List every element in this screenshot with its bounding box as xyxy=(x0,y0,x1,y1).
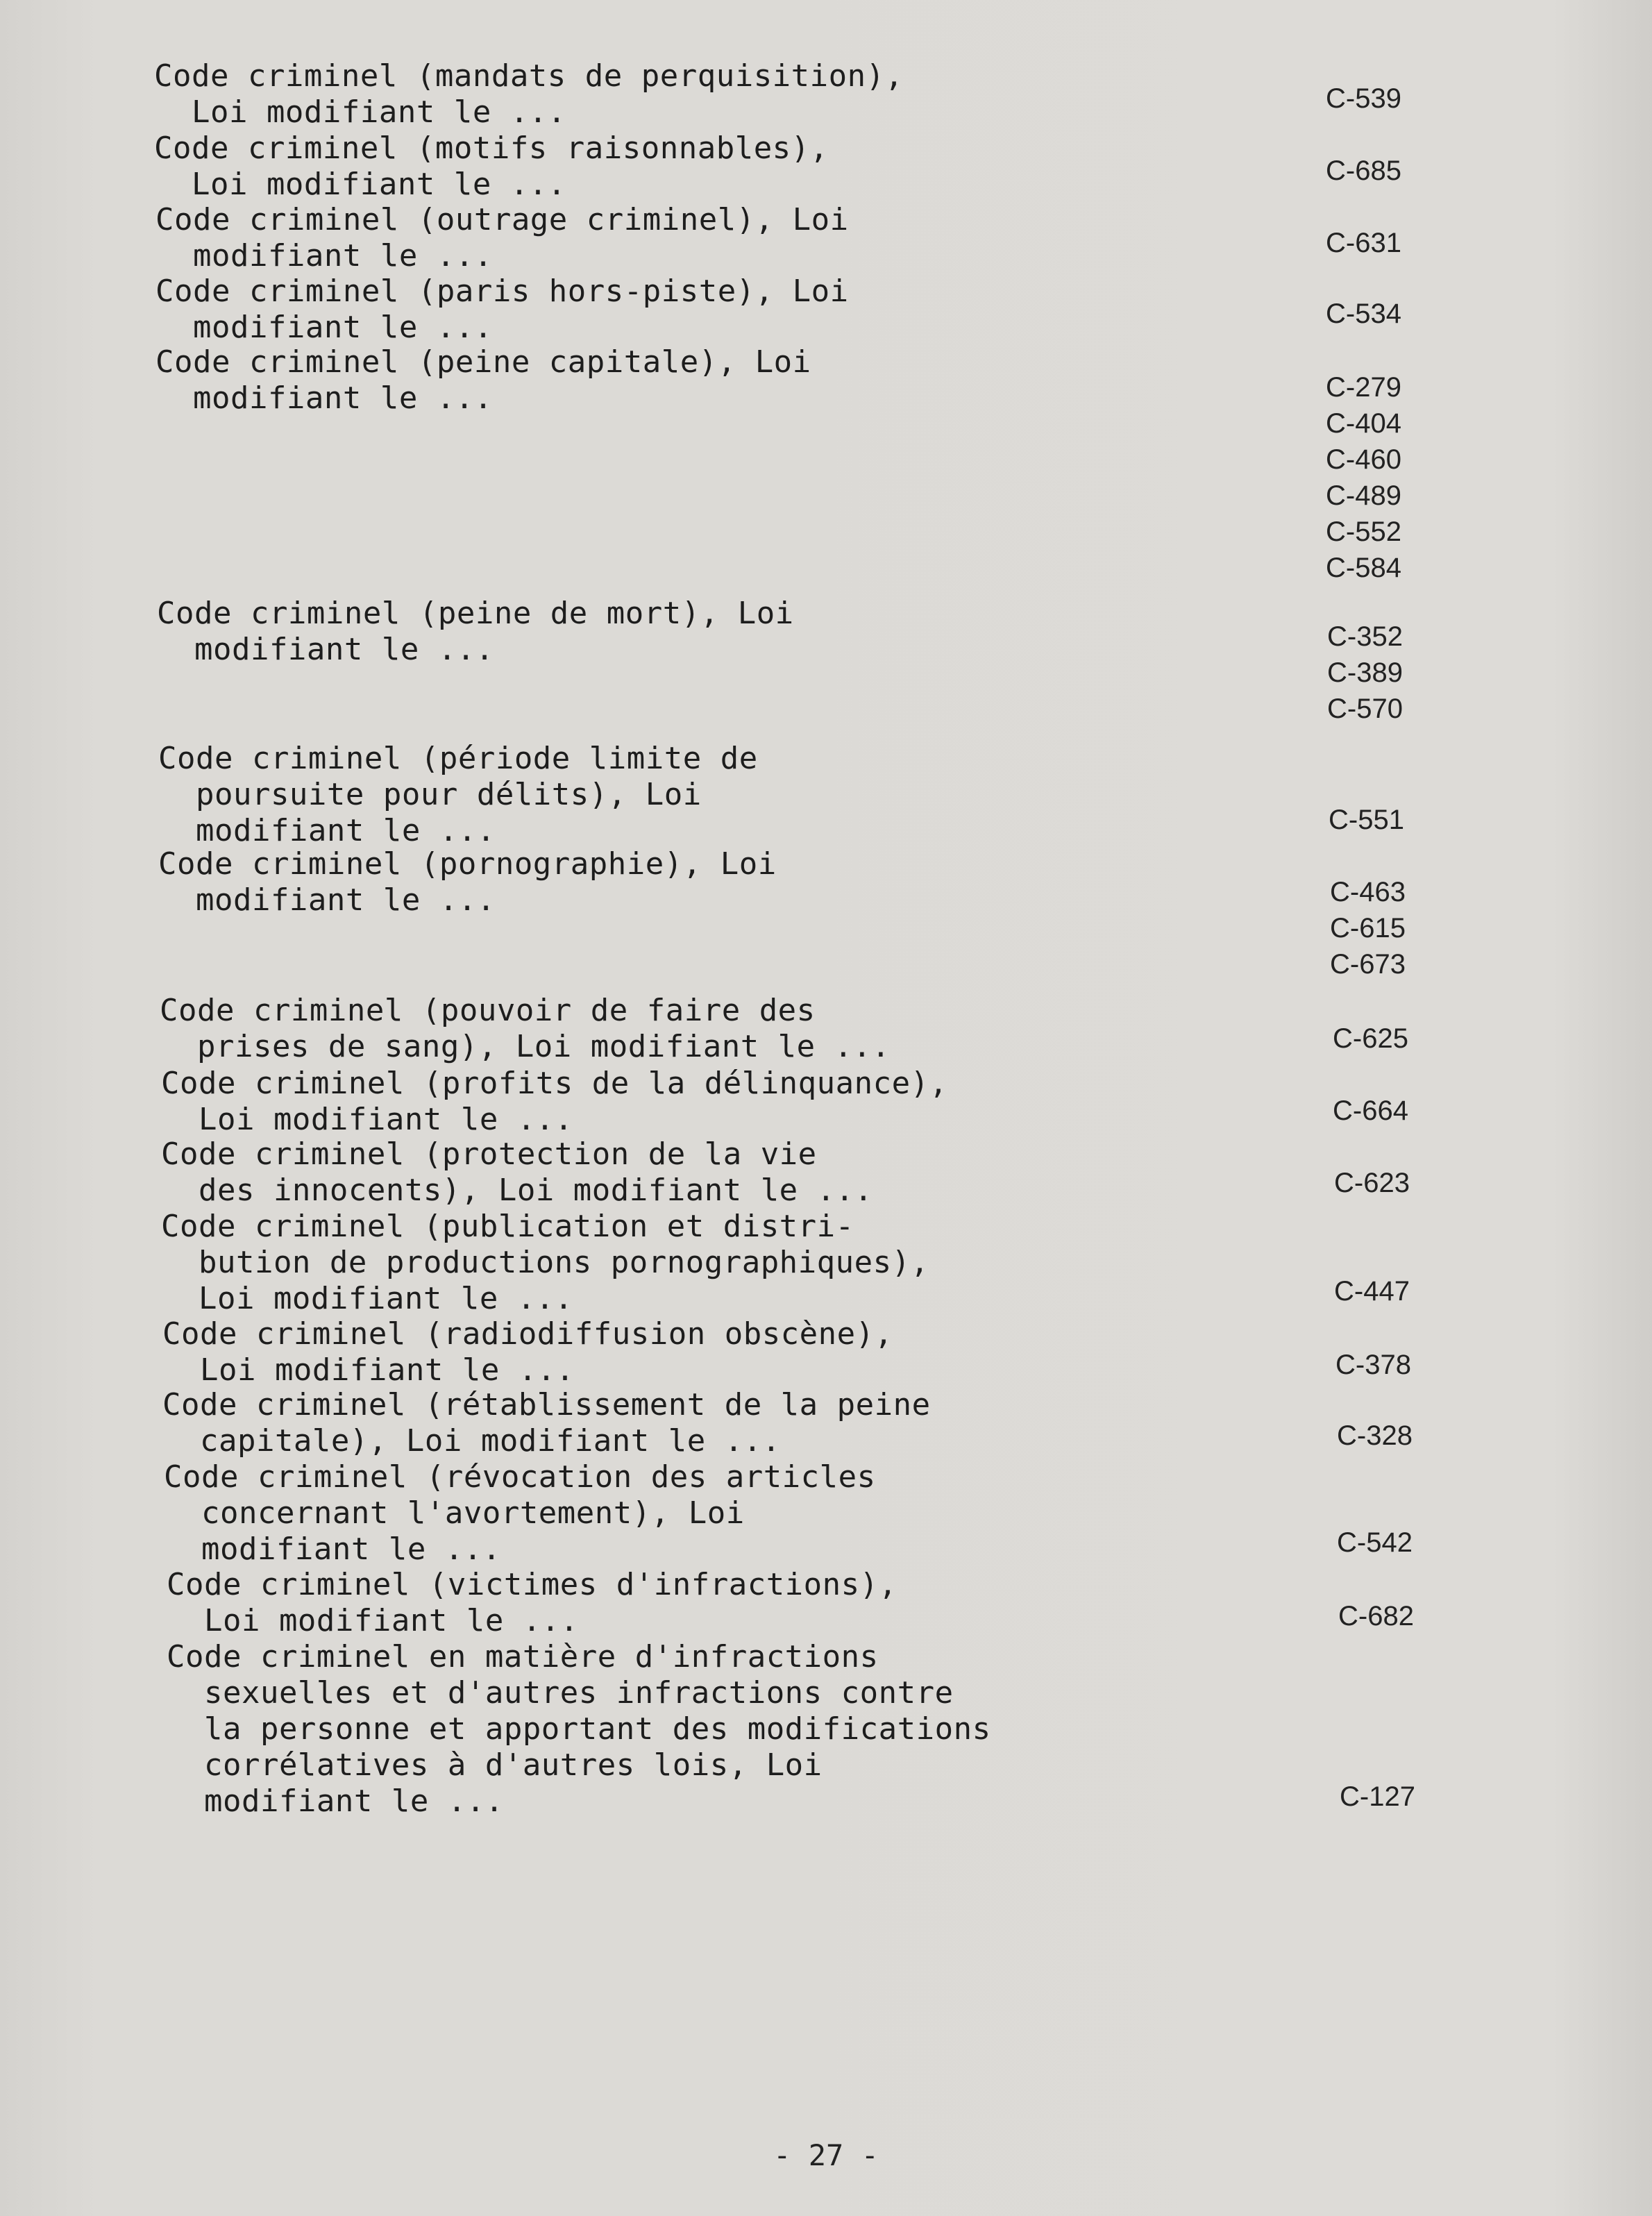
bill-codes xyxy=(1335,1347,1411,1383)
bill-codes xyxy=(1326,225,1401,261)
bill-code: C-279 xyxy=(1326,372,1401,403)
bill-codes xyxy=(1338,1598,1414,1634)
entry-title: Code criminel (peine capitale), Loi modifiant le ... xyxy=(155,344,811,416)
bill-code: C-463 xyxy=(1330,877,1406,907)
entry-title: Code criminel (radiodiffusion obscène), Loi modifiant le ... xyxy=(162,1316,893,1388)
bill-code: C-534 xyxy=(1326,299,1401,329)
bill-code: C-378 xyxy=(1335,1350,1411,1380)
entry-title: Code criminel (publication et distri- bution de productions pornographiques), Loi modifiant le ... xyxy=(161,1209,929,1316)
bill-code: C-460 xyxy=(1326,444,1401,475)
bill-code: C-447 xyxy=(1334,1276,1410,1307)
bill-codes xyxy=(1326,369,1401,586)
entry-title: Code criminel (peine de mort), Loi modifiant le ... xyxy=(157,596,794,667)
bill-code: C-584 xyxy=(1326,553,1401,583)
bill-code: C-682 xyxy=(1338,1601,1414,1631)
bill-code: C-623 xyxy=(1334,1168,1410,1198)
bill-codes xyxy=(1327,619,1403,727)
bill-code: C-328 xyxy=(1337,1420,1413,1451)
bill-code: C-389 xyxy=(1327,657,1403,688)
entry-title: Code criminel (paris hors-piste), Loi modifiant le ... xyxy=(155,274,849,345)
bill-codes xyxy=(1334,1165,1410,1201)
entry-title: Code criminel (protection de la vie des innocents), Loi modifiant le ... xyxy=(161,1136,873,1208)
entry-title: Code criminel (pornographie), Loi modifiant le ... xyxy=(158,846,777,918)
entry-title: Code criminel (révocation des articles concernant l'avortement), Loi modifiant le ... xyxy=(164,1459,876,1567)
entry-title: Code criminel (victimes d'infractions), Loi modifiant le ... xyxy=(167,1567,897,1638)
bill-codes xyxy=(1326,153,1401,189)
bill-code: C-631 xyxy=(1326,228,1401,258)
bill-code: C-542 xyxy=(1337,1527,1413,1558)
bill-code: C-539 xyxy=(1326,83,1401,114)
bill-code: C-673 xyxy=(1330,949,1406,980)
bill-codes xyxy=(1330,874,1406,982)
entry-title: Code criminel en matière d'infractions sexuelles et d'autres infractions contre la personne et apportant des modifications corrélatives à d'autres lois, Loi modifiant le ... xyxy=(167,1639,991,1819)
bill-code: C-404 xyxy=(1326,408,1401,439)
bill-code: C-625 xyxy=(1333,1023,1408,1054)
bill-code: C-489 xyxy=(1326,480,1401,511)
bill-codes xyxy=(1333,1021,1408,1057)
bill-code: C-551 xyxy=(1329,805,1404,835)
bill-codes xyxy=(1333,1093,1408,1129)
bill-codes xyxy=(1337,1525,1413,1561)
bill-codes xyxy=(1337,1418,1413,1454)
bill-code: C-352 xyxy=(1327,621,1403,652)
bill-codes xyxy=(1326,296,1401,332)
entry-title: Code criminel (rétablissement de la peine capitale), Loi modifiant le ... xyxy=(162,1387,931,1459)
bill-code: C-570 xyxy=(1327,694,1403,724)
entry-title: Code criminel (période limite de poursuite pour délits), Loi modifiant le ... xyxy=(158,741,758,848)
bill-code: C-664 xyxy=(1333,1096,1408,1126)
page-number: - 27 - xyxy=(773,2138,879,2172)
entry-title: Code criminel (profits de la délinquance), Loi modifiant le ... xyxy=(161,1066,948,1137)
bill-codes xyxy=(1329,802,1404,838)
bill-codes xyxy=(1326,81,1401,117)
entry-title: Code criminel (motifs raisonnables), Loi modifiant le ... xyxy=(154,131,829,202)
bill-code: C-552 xyxy=(1326,517,1401,547)
entry-title: Code criminel (outrage criminel), Loi modifiant le ... xyxy=(155,202,849,274)
bill-code: C-685 xyxy=(1326,156,1401,186)
entry-title: Code criminel (mandats de perquisition), Loi modifiant le ... xyxy=(154,58,904,130)
bill-code: C-127 xyxy=(1340,1781,1415,1812)
bill-codes xyxy=(1334,1273,1410,1309)
bill-codes xyxy=(1340,1779,1415,1815)
bill-code: C-615 xyxy=(1330,913,1406,943)
entry-title: Code criminel (pouvoir de faire des prises de sang), Loi modifiant le ... xyxy=(160,993,891,1064)
